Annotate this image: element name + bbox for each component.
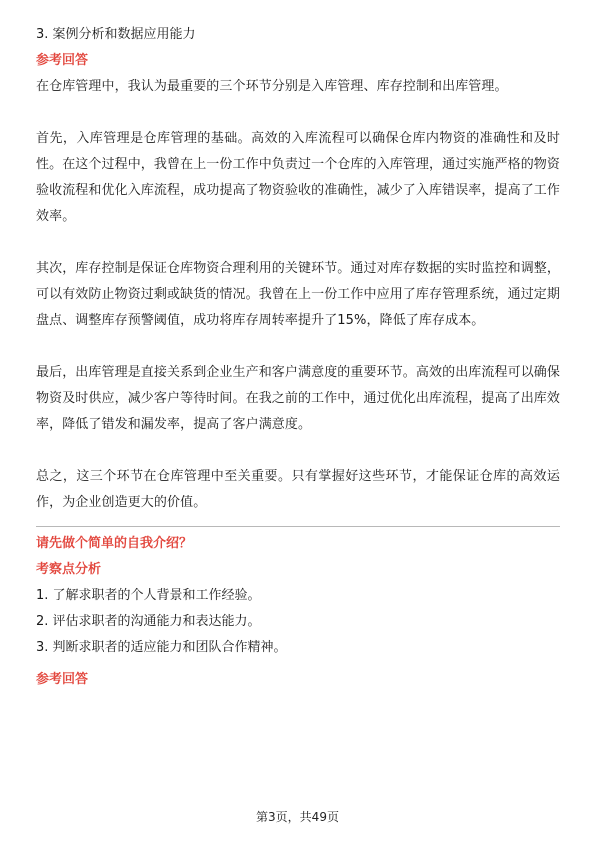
section-divider bbox=[36, 526, 560, 527]
answer-paragraph: 在仓库管理中，我认为最重要的三个环节分别是入库管理、库存控制和出库管理。 bbox=[36, 79, 508, 94]
page-number: 第3页，共49页 bbox=[256, 810, 339, 824]
analysis-list bbox=[36, 583, 560, 661]
question-title: 请先做个简单的自我介绍？ bbox=[36, 536, 193, 551]
list-item: 2. 评估求职者的沟通能力和表达能力。 bbox=[36, 614, 261, 629]
document-page bbox=[36, 22, 560, 693]
answer-paragraph: 总之，这三个环节在仓库管理中至关重要。只有掌握好这些环节，才能保证仓库的高效运作，为企业创造更大的价值。 bbox=[36, 469, 560, 510]
answer-body bbox=[36, 74, 560, 516]
list-item: 1. 了解求职者的个人背景和工作经验。 bbox=[36, 588, 261, 603]
answer-label: 参考回答 bbox=[36, 53, 89, 68]
answer-paragraph: 最后，出库管理是直接关系到企业生产和客户满意度的重要环节。高效的出库流程可以确保物资及时供应，减少客户等待时间。在我之前的工作中，通过优化出库流程，提高了出库效率，降低了错发和漏发率，提高了客户满意度。 bbox=[36, 365, 561, 432]
answer-paragraph: 首先，入库管理是仓库管理的基础。高效的入库流程可以确保仓库内物资的准确性和及时性。在这个过程中，我曾在上一份工作中负责过一个仓库的入库管理，通过实施严格的物资验收流程和优化入库流程，成功提高了物资验收的准确性，减少了入库错误率，提高了工作效率。 bbox=[36, 131, 561, 224]
answer-paragraph: 其次，库存控制是保证仓库物资合理利用的关键环节。通过对库存数据的实时监控和调整，可以有效防止物资过剩或缺货的情况。我曾在上一份工作中应用了库存管理系统，通过定期盘点、调整库存预警阈值，成功将库存周转率提升了15%，降低了库存成本。 bbox=[36, 261, 561, 328]
section-heading: 3. 案例分析和数据应用能力 bbox=[36, 27, 196, 42]
analysis-label: 考察点分析 bbox=[36, 562, 102, 577]
list-item: 3. 判断求职者的适应能力和团队合作精神。 bbox=[36, 640, 287, 655]
answer-label-2: 参考回答 bbox=[36, 672, 89, 687]
